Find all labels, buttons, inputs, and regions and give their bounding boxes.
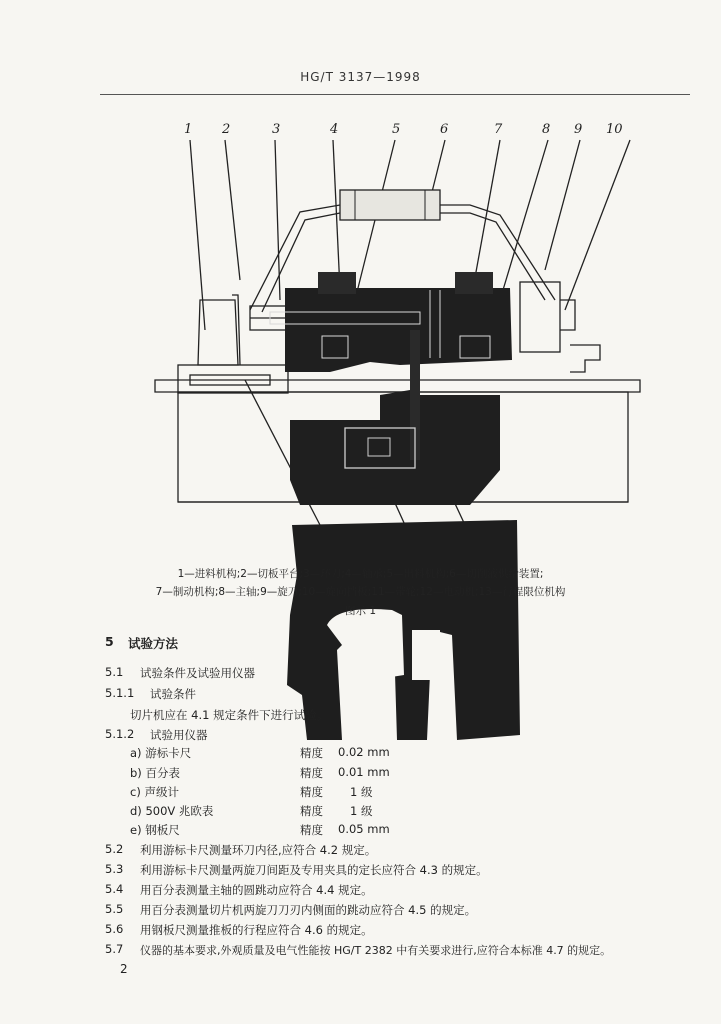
figure-caption-line-2: 7—制动机构;8—主轴;9—旋刀;10—旋向挡板;11—带轮;12—电动机;13—行程限位机构 (155, 586, 566, 598)
item-text: 试验用仪器 (150, 728, 208, 742)
callout-7: 7 (494, 122, 503, 137)
callout-5: 5 (392, 122, 401, 137)
instrument-label: d) 500V 兆欧表 (130, 804, 214, 818)
item-text: 试验条件 (150, 687, 196, 701)
callout-3: 3 (272, 122, 281, 137)
clause-text: 利用游标卡尺测量环刀内径,应符合 4.2 规定。 (140, 843, 377, 857)
clause-text: 用钢板尺测量推板的行程应符合 4.6 的规定。 (140, 923, 373, 937)
instrument-label: c) 声级计 (130, 785, 179, 799)
callout-2: 2 (222, 122, 231, 137)
clause-number: 5.4 (105, 882, 124, 896)
item-number: 5.1 (105, 665, 124, 679)
callout-4: 4 (330, 122, 339, 137)
item-number: 5.1.2 (105, 727, 135, 741)
clause-text: 用百分表测量切片机两旋刀刀刃内侧面的跳动应符合 4.5 的规定。 (140, 903, 477, 917)
item-text: 试验条件及试验用仪器 (140, 666, 255, 680)
callout-1: 1 (184, 122, 193, 137)
clause-number: 5.5 (105, 902, 124, 916)
precision-label: 精度 (300, 823, 323, 837)
section-number: 5 (105, 634, 114, 649)
clause-text: 利用游标卡尺测量两旋刀间距及专用夹具的定长应符合 4.3 的规定。 (140, 863, 488, 877)
clause-number: 5.7 (105, 942, 124, 956)
precision-label: 精度 (300, 785, 323, 799)
precision-label: 精度 (300, 804, 323, 818)
callout-10: 10 (606, 122, 623, 137)
instrument-label: a) 游标卡尺 (130, 746, 192, 760)
clause-text: 用百分表测量主轴的圆跳动应符合 4.4 规定。 (140, 883, 373, 897)
page-number: 2 (120, 962, 128, 976)
clause-number: 5.3 (105, 862, 124, 876)
precision-label: 精度 (300, 746, 323, 760)
item-text: 切片机应在 4.1 规定条件下进行试验。 (130, 708, 329, 722)
clause-number: 5.6 (105, 922, 124, 936)
precision-label: 精度 (300, 766, 323, 780)
instrument-label: e) 钢板尺 (130, 823, 180, 837)
clause-number: 5.2 (105, 842, 124, 856)
precision-value: 1 级 (350, 804, 373, 818)
precision-value: 0.01 mm (338, 765, 390, 779)
precision-value: 1 级 (350, 785, 373, 799)
precision-value: 0.02 mm (338, 745, 390, 759)
callout-8: 8 (542, 122, 551, 137)
item-number: 5.1.1 (105, 686, 135, 700)
figure-caption-line-1: 1—进料机构;2—切板平台;3—环刀;4—轴承;5—出料机构;6—切削液供给装置; (177, 568, 544, 580)
clause-text: 仪器的基本要求,外观质量及电气性能按 HG/T 2382 中有关要求进行,应符合本标准 4.7 的规定。 (140, 944, 612, 957)
instrument-label: b) 百分表 (130, 766, 180, 780)
running-header: HG/T 3137—1998 (300, 70, 421, 84)
callout-6: 6 (440, 122, 449, 137)
precision-value: 0.05 mm (338, 822, 390, 836)
section-title: 试验方法 (128, 636, 179, 651)
figure-title: 图示 1 (344, 605, 377, 617)
callout-9: 9 (574, 122, 583, 137)
